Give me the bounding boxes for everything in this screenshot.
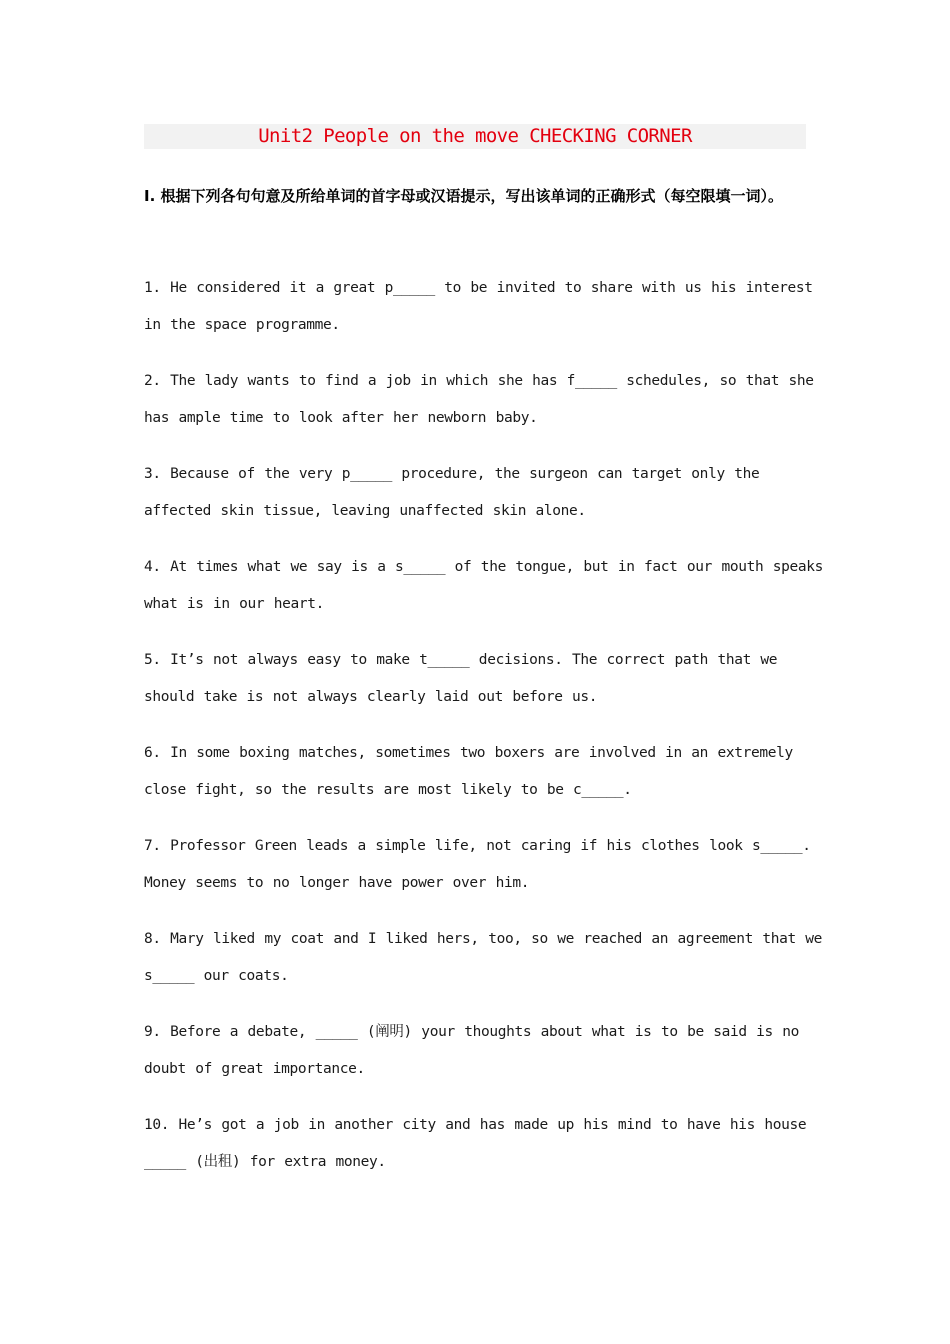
question-10 [144,1107,808,1181]
question-line: what is in our heart. [144,596,324,612]
question-9 [144,1014,808,1088]
question-line: 6. In some boxing matches, sometimes two boxers are involved in an extremely [144,745,793,761]
section-heading: I. 根据下列各句句意及所给单词的首字母或汉语提示，写出该单词的正确形式（每空限填一词）。 [144,187,784,205]
question-line: in the space programme. [144,317,340,333]
question-5 [144,642,808,716]
question-line: should take is not always clearly laid out before us. [144,689,598,705]
question-line: Money seems to no longer have power over him. [144,875,530,891]
question-line: 2. The lady wants to find a job in which she has f_____ schedules, so that she [144,373,814,389]
question-line: has ample time to look after her newborn baby. [144,410,538,426]
question-4 [144,549,823,623]
question-8 [144,921,822,995]
title-bar [144,124,806,149]
question-line: _____ (出租) for extra money. [144,1154,386,1170]
question-line: close fight, so the results are most likely to be c_____. [144,782,632,798]
question-line: 4. At times what we say is a s_____ of the tongue, but in fact our mouth speaks [144,559,823,575]
question-line: affected skin tissue, leaving unaffected skin alone. [144,503,586,519]
question-2 [144,363,814,437]
question-7 [144,828,811,902]
question-line: 9. Before a debate, _____ (阐明) your thoughts about what is to be said is no [144,1024,800,1040]
question-line: 3. Because of the very p_____ procedure, the surgeon can target only the [144,466,760,482]
question-3 [144,456,808,530]
question-line: s_____ our coats. [144,968,289,984]
document-title: Unit2 People on the move CHECKING CORNER [258,125,692,147]
question-line: 5. It’s not always easy to make t_____ decisions. The correct path that we [144,652,778,668]
question-1 [144,270,813,344]
question-line: 8. Mary liked my coat and I liked hers, too, so we reached an agreement that we [144,931,822,947]
question-6 [144,735,808,809]
question-line: 7. Professor Green leads a simple life, not caring if his clothes look s_____. [144,838,811,854]
question-line: 1. He considered it a great p_____ to be invited to share with us his interest [144,280,813,296]
question-line: doubt of great importance. [144,1061,365,1077]
question-line: 10. He’s got a job in another city and has made up his mind to have his house [144,1117,807,1133]
